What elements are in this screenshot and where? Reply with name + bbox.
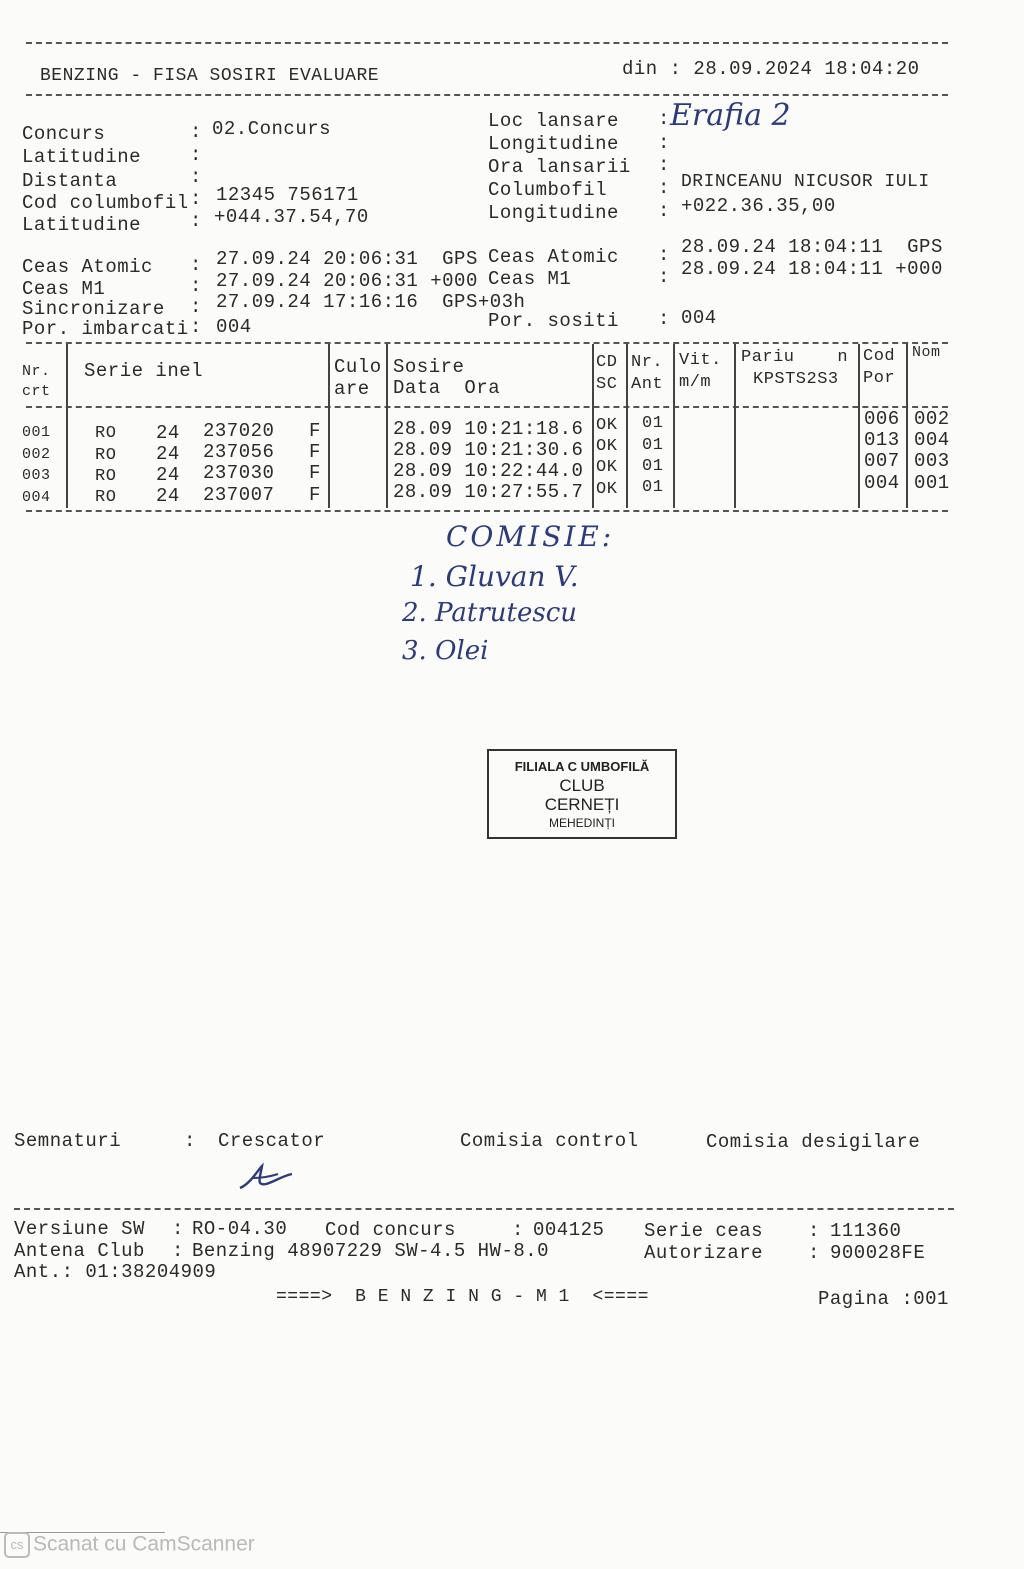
ora-lansarii-label: Ora lansarii bbox=[488, 156, 631, 178]
row-sosire: 28.09 10:27:55.7 bbox=[393, 481, 584, 503]
stamp-line-4: MEHEDINȚI bbox=[549, 816, 615, 830]
row-ant: 01 bbox=[642, 414, 664, 433]
crescator-label: Crescator bbox=[218, 1130, 326, 1152]
row-nr: 001 bbox=[22, 424, 51, 441]
club-stamp bbox=[487, 749, 677, 839]
cod-columbofil-value: 12345 756171 bbox=[216, 184, 359, 206]
table-header-rule bbox=[26, 406, 948, 408]
concurs-value: 02.Concurs bbox=[212, 118, 332, 140]
versiune-value: RO-04.30 bbox=[192, 1218, 288, 1240]
col-cd-sc: CD SC bbox=[596, 353, 618, 394]
benzing-brand: ====> B E N Z I N G - M 1 <==== bbox=[276, 1287, 649, 1307]
serie-ceas-value: 111360 bbox=[830, 1220, 902, 1242]
longitudine-label: Longitudine bbox=[488, 133, 619, 155]
row-ant: 01 bbox=[642, 436, 664, 455]
row-an: 24 bbox=[156, 464, 180, 486]
row-nr: 003 bbox=[22, 467, 51, 484]
comisia-control-label: Comisia control bbox=[460, 1130, 639, 1152]
longitudine2-value: +022.36.35,00 bbox=[681, 195, 836, 217]
row-cdsc: OK bbox=[596, 437, 618, 456]
ant-number: Ant.: 01:38204909 bbox=[14, 1261, 217, 1283]
ceas-atomic-label: Ceas Atomic bbox=[22, 256, 153, 278]
col-kpsts: KPSTS2S3 bbox=[753, 370, 839, 389]
row-tara: RO bbox=[95, 446, 117, 465]
cod-concurs-value: 004125 bbox=[533, 1219, 605, 1241]
latitudine2-value: +044.37.54,70 bbox=[214, 206, 369, 228]
ceas-m1-right-value: 28.09.24 18:04:11 +000 bbox=[681, 258, 943, 280]
row-nom: 002 bbox=[914, 408, 950, 430]
row-cdsc: OK bbox=[596, 458, 618, 477]
latitudine2-label: Latitudine bbox=[22, 214, 142, 236]
row-an: 24 bbox=[156, 422, 180, 444]
row-nom: 003 bbox=[914, 450, 950, 472]
row-tara: RO bbox=[95, 424, 117, 443]
col-vit: Vit. m/m bbox=[679, 351, 722, 392]
row-tara: RO bbox=[95, 467, 117, 486]
row-sex: F bbox=[309, 462, 321, 484]
commission-member-2: 2. Patrutescu bbox=[402, 598, 578, 628]
commission-title: COMISIE: bbox=[446, 520, 615, 553]
columbofil-value: DRINCEANU NICUSOR IULI bbox=[681, 172, 930, 192]
sincronizare-value: 27.09.24 17:16:16 GPS+03h bbox=[216, 291, 526, 313]
row-nom: 001 bbox=[914, 472, 950, 494]
page-number: Pagina :001 bbox=[818, 1288, 949, 1310]
comisia-desigilare-label: Comisia desigilare bbox=[706, 1131, 921, 1153]
row-tara: RO bbox=[95, 488, 117, 507]
header-rule bbox=[26, 94, 948, 96]
latitudine-label: Latitudine bbox=[22, 146, 142, 168]
semnaturi-label: Semnaturi bbox=[14, 1130, 122, 1152]
concurs-label: Concurs bbox=[22, 123, 106, 145]
row-inel: 237030 bbox=[203, 462, 275, 484]
row-cod: 013 bbox=[864, 429, 900, 451]
camscanner-watermark bbox=[4, 1532, 255, 1558]
row-inel: 237056 bbox=[203, 441, 275, 463]
camscanner-text: Scanat cu CamScanner bbox=[33, 1532, 255, 1556]
col-culoare: Culo are bbox=[334, 356, 382, 400]
col-cod-por: Cod Por bbox=[863, 347, 896, 388]
row-sosire: 28.09 10:21:18.6 bbox=[393, 418, 584, 440]
autorizare-value: 900028FE bbox=[830, 1242, 926, 1264]
antena-value: Benzing 48907229 SW-4.5 HW-8.0 bbox=[192, 1240, 550, 1262]
report-title: BENZING - FISA SOSIRI EVALUARE bbox=[40, 66, 380, 86]
row-cod: 004 bbox=[864, 472, 900, 494]
sincronizare-label: Sincronizare bbox=[22, 298, 165, 320]
col-sosire: Sosire bbox=[393, 356, 465, 378]
report-date: din : 28.09.2024 18:04:20 bbox=[622, 58, 920, 80]
row-ant: 01 bbox=[642, 478, 664, 497]
commission-member-1: 1. Gluvan V. bbox=[410, 560, 579, 593]
row-ant: 01 bbox=[642, 457, 664, 476]
ceas-atomic-right-label: Ceas Atomic bbox=[488, 246, 619, 268]
columbofil-label: Columbofil bbox=[488, 179, 608, 201]
col-nr-crt: Nr. crt bbox=[22, 363, 51, 400]
stamp-line-2: CLUB bbox=[559, 776, 605, 795]
col-nom: Nom bbox=[912, 344, 941, 361]
loc-lansare-label: Loc lansare bbox=[488, 110, 619, 132]
row-cdsc: OK bbox=[596, 480, 618, 499]
distanta-label: Distanta bbox=[22, 170, 118, 192]
row-inel: 237020 bbox=[203, 420, 275, 442]
ceas-atomic-right-value: 28.09.24 18:04:11 GPS bbox=[681, 236, 943, 258]
crescator-signature bbox=[236, 1160, 296, 1194]
row-sosire: 28.09 10:22:44.0 bbox=[393, 460, 584, 482]
row-cod: 007 bbox=[864, 450, 900, 472]
commission-member-3: 3. Olei bbox=[402, 636, 489, 666]
row-inel: 237007 bbox=[203, 484, 275, 506]
stamp-line-3: CERNEȚI bbox=[544, 795, 620, 814]
autorizare-label: Autorizare bbox=[644, 1242, 764, 1264]
row-cdsc: OK bbox=[596, 416, 618, 435]
ceas-m1-label: Ceas M1 bbox=[22, 278, 106, 300]
row-sosire: 28.09 10:21:30.6 bbox=[393, 439, 584, 461]
row-an: 24 bbox=[156, 485, 180, 507]
row-nom: 004 bbox=[914, 429, 950, 451]
ceas-atomic-value: 27.09.24 20:06:31 GPS bbox=[216, 248, 478, 270]
cod-concurs-label: Cod concurs bbox=[325, 1219, 456, 1241]
col-serie-inel: Serie inel bbox=[84, 360, 204, 382]
versiune-label: Versiune SW bbox=[14, 1218, 145, 1240]
camscanner-logo-icon: cs bbox=[4, 1532, 30, 1558]
row-sex: F bbox=[309, 420, 321, 442]
row-an: 24 bbox=[156, 443, 180, 465]
col-pariu: Pariu n bbox=[741, 348, 849, 367]
por-sositi-label: Por. sositi bbox=[488, 310, 619, 332]
ceas-m1-right-label: Ceas M1 bbox=[488, 268, 572, 290]
table-bottom-rule bbox=[26, 510, 948, 512]
table-top-rule bbox=[26, 342, 948, 344]
row-sex: F bbox=[309, 484, 321, 506]
ceas-m1-value: 27.09.24 20:06:31 +000 bbox=[216, 270, 478, 292]
serie-ceas-label: Serie ceas bbox=[644, 1220, 764, 1242]
handwritten-location: Erafia 2 bbox=[670, 98, 791, 133]
row-cod: 006 bbox=[864, 408, 900, 430]
por-imbarcati-value: 004 bbox=[216, 316, 252, 338]
row-nr: 004 bbox=[22, 489, 51, 506]
cod-columbofil-label: Cod columbofil bbox=[22, 192, 189, 214]
col-data-ora: Data Ora bbox=[393, 377, 501, 399]
antena-label: Antena Club bbox=[14, 1240, 145, 1262]
footer-rule bbox=[14, 1208, 954, 1210]
col-nr-ant: Nr. Ant bbox=[631, 353, 664, 394]
top-rule bbox=[26, 42, 948, 44]
por-sositi-value: 004 bbox=[681, 307, 717, 329]
stamp-line-1: FILIALA C UMBOFILĂ bbox=[514, 759, 650, 774]
longitudine2-label: Longitudine bbox=[488, 202, 619, 224]
row-nr: 002 bbox=[22, 446, 51, 463]
por-imbarcati-label: Por. imbarcati bbox=[22, 318, 189, 340]
row-sex: F bbox=[309, 441, 321, 463]
